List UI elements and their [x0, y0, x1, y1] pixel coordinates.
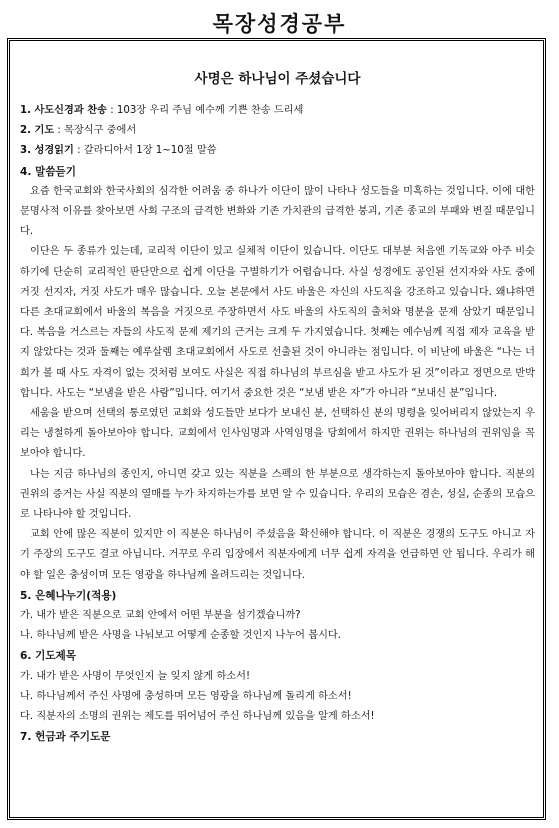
section-hymn-label: 1. 사도신경과 찬송: [20, 105, 107, 116]
document-title: 사명은 하나님이 주셨습니다: [194, 71, 361, 87]
sermon-paragraph: 나는 지금 하나님의 종인지, 아니면 갖고 있는 직분을 스펙의 한 부분으로 생각하는지 돌아보아야 합니다. 직분의 권위의 증거는 사실 직분의 열매를 누가 차지하는가를 보면 알 수 있습니다. 우리의 모습은 겸손, 성실, 순종의 모습으로 나타나야 할 것입니다.: [20, 468, 535, 521]
sharing-item: 나. 하나님께 받은 사명을 나눠보고 어떻게 순종할 것인지 나누어 봅시다.: [20, 630, 342, 642]
prayer-topic-item: 다. 직분자의 소명의 권위는 제도를 뛰어넘어 주신 하나님께 있음을 알게 하소서!: [20, 711, 375, 723]
sharing-item: 가. 내가 받은 직분으로 교회 안에서 어떤 부분을 섬기겠습니까?: [20, 610, 301, 622]
section-reading-label: 3. 성경읽기: [20, 145, 74, 157]
section-hymn: [20, 101, 535, 121]
section-sermon-heading: 4. 말씀듣기: [20, 165, 77, 178]
sermon-paragraph: 요즘 한국교회와 한국사회의 심각한 어려움 중 하나가 이단이 많이 나타나 성도들을 미혹하는 것입니다. 이에 대한 문명사적 이유를 찾아보면 사회 구조의 급격한 변화와 기존 가치관의 급격한 붕괴, 기존 종교의 부패와 변질 때문입니다.: [20, 185, 535, 238]
prayer-topic-item: 나. 하나님께서 주신 사명에 충성하며 모든 영광을 하나님께 돌리게 하소서!: [20, 690, 352, 702]
section-prayer: [20, 121, 535, 141]
section-offering-heading: 7. 헌금과 주기도문: [20, 731, 111, 744]
section-prayer-text: : 목장식구 중에서: [54, 125, 137, 137]
section-hymn-text: : 103장 우리 주님 예수께 기쁜 찬송 드리세: [106, 105, 304, 116]
document-frame: [7, 38, 546, 820]
section-prayer-topics-heading: 6. 기도제목: [20, 650, 77, 663]
prayer-topic-item: 가. 내가 받은 사명이 무엇인지 늘 잊지 않게 하소서!: [20, 670, 251, 682]
sermon-paragraph: 교회 안에 많은 직분이 있지만 이 직분은 하나님이 주셨음을 확신해야 합니다. 이 직분은 경쟁의 도구도 아니고 자기 주장의 도구도 결코 아닙니다. 거꾸로 우리 입장에서 직분자에게 너무 쉽게 자격을 언급하면 안 됩니다. 우리가 해야 할 일은 충성이며 모든 영광을 하나님께 올려드리는 것입니다.: [20, 529, 535, 581]
section-reading: [20, 141, 535, 161]
document-content: [20, 45, 535, 817]
section-prayer-label: 2. 기도: [20, 125, 55, 137]
section-sharing-heading: 5. 은혜나누기(적용): [20, 589, 117, 602]
section-reading-text: : 갈라디아서 1장 1~10절 말씀: [73, 145, 217, 157]
sermon-paragraph: 이단은 두 종류가 있는데, 교리적 이단이 있고 실체적 이단이 있습니다. 이단도 대부분 처음엔 기독교와 아주 비슷하기에 단순히 교리적인 판단만으로 쉽게 이단을 구별하기가 어렵습니다. 사실 성경에도 공인된 선지자와 사도 중에 거짓 선지자, 거짓 사도가 매우 많습니다. 오늘 본문에서 사도 바울은 자신의 사도직을 강조하고 있습니다. 왜냐하면 다른 초대교회에서 바울의 복음을 거짓으로 주장하면서 사도 바울의 사도직의 출처와 명분을 문제 삼았기 때문입니다. 복음을 거스르는 자들의 사도직 문제 제기의 근거는 크게 두 가지였습니다. 첫째는 예수님께 직접 제자 교육을 받지 않았다는 것과 둘째는 예루살렘 초대교회에서 사도로 선출된 것이 아니라는 점입니다. 이 비난에 바울은 “나는 너희가 볼 때 사도 자격이 없는 것처럼 보여도 사실은 직접 하나님의 부르심을 받고 사도가 된 것”이라고 정면으로 반박합니다. 사도는 “보냄을 받은 사람”입니다. 여기서 중요한 것은 “보냄 받은 자”가 아니라 “보내신 분”입니다.: [20, 246, 535, 399]
page-title: 목장성경공부: [212, 11, 347, 36]
sermon-paragraph: 세움을 받으며 선택의 통로였던 교회와 성도들만 보다가 보내신 분, 선택하신 분의 명령을 잊어버리지 않았는지 우리는 냉철하게 돌아보아야 합니다. 교회에서 인사임명과 사역임명을 당회에서 하지만 권위는 하나님의 권위임을 꼭 보아야 합니다.: [20, 408, 535, 460]
